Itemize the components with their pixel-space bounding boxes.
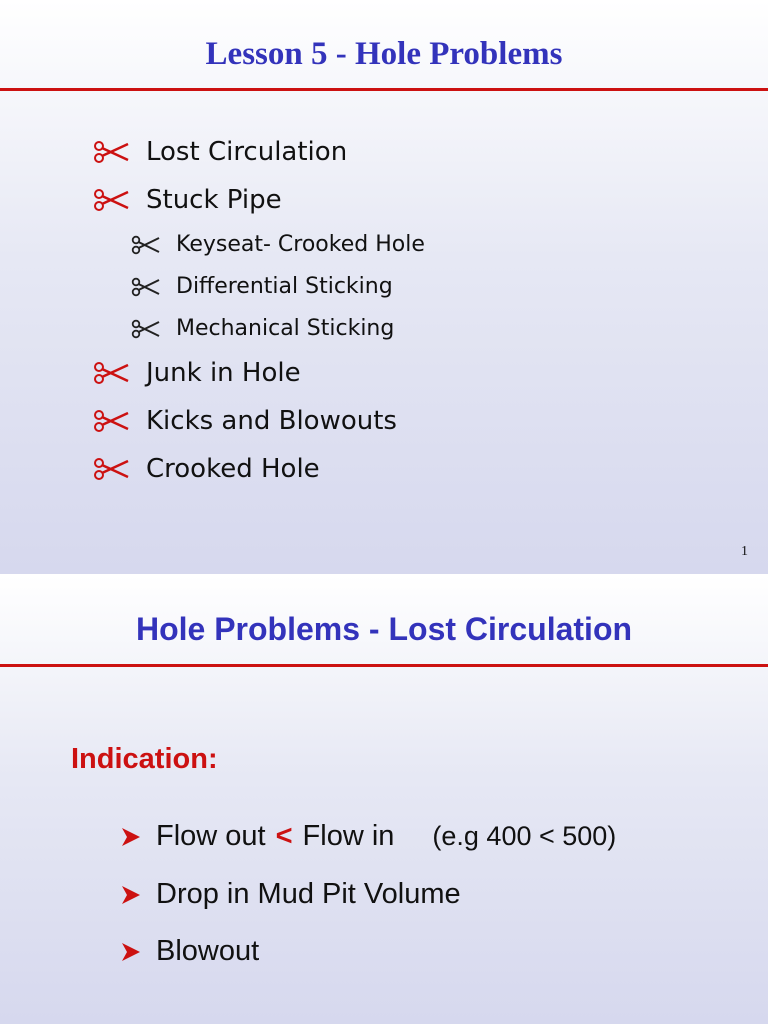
list-item (118, 820, 616, 853)
list-subitem (130, 274, 393, 299)
title-divider (0, 664, 768, 667)
arrow-bullet-icon (118, 824, 144, 850)
list-item-label: Crooked Hole (146, 454, 320, 484)
flow-out-label: Flow out (156, 820, 266, 852)
slide-2 (0, 575, 768, 1024)
slide-1-title: Lesson 5 - Hole Problems (205, 36, 563, 72)
title-divider (0, 88, 768, 91)
scissors-icon (92, 409, 132, 433)
arrow-bullet-icon (118, 882, 144, 908)
list-item (118, 935, 259, 968)
list-item-label: Drop in Mud Pit Volume (156, 878, 461, 910)
list-subitem (130, 232, 425, 257)
example-note: (e.g 400 < 500) (432, 821, 617, 851)
flow-in-label: Flow in (302, 820, 395, 852)
scissors-icon (130, 319, 162, 339)
list-item-label: Junk in Hole (146, 358, 301, 388)
list-item (92, 454, 320, 484)
scissors-icon (92, 457, 132, 481)
list-item (92, 137, 347, 167)
list-item (92, 185, 282, 215)
list-item-label: Stuck Pipe (146, 185, 282, 215)
less-than-operator: < (275, 820, 293, 852)
scissors-icon (92, 140, 132, 164)
list-item (92, 358, 301, 388)
list-item-label: Blowout (156, 935, 260, 967)
list-item-label: Kicks and Blowouts (146, 406, 397, 436)
indication-heading: Indication: (71, 743, 218, 775)
list-subitem (130, 316, 394, 341)
list-item-label: Lost Circulation (146, 137, 348, 167)
list-item (118, 878, 461, 911)
list-subitem-label: Keyseat- Crooked Hole (176, 232, 425, 257)
list-item (92, 406, 397, 436)
scissors-icon (130, 235, 162, 255)
list-subitem-label: Differential Sticking (176, 274, 393, 299)
arrow-bullet-icon (118, 939, 144, 965)
scissors-icon (130, 277, 162, 297)
list-subitem-label: Mechanical Sticking (176, 316, 395, 341)
scissors-icon (92, 188, 132, 212)
slide-2-title: Hole Problems - Lost Circulation (135, 611, 633, 647)
scissors-icon (92, 361, 132, 385)
page-number: 1 (741, 544, 748, 559)
